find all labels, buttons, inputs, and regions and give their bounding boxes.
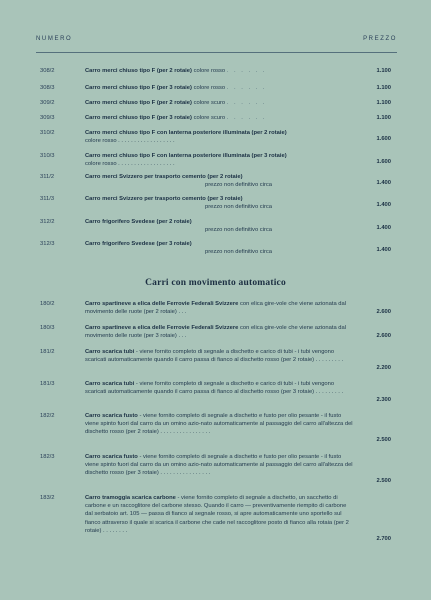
price: 1.100 — [376, 100, 391, 106]
price: 1.400 — [376, 202, 391, 208]
price: 1.100 — [376, 85, 391, 91]
column-header-number: NUMERO — [36, 36, 73, 42]
price: 2.500 — [376, 437, 391, 443]
price: 1.600 — [376, 159, 391, 165]
price: 1.100 — [376, 68, 391, 74]
price: 2.600 — [376, 309, 391, 315]
price: 2.200 — [376, 365, 391, 371]
price: 1.400 — [376, 180, 391, 186]
price: 2.700 — [376, 536, 391, 542]
price: 2.300 — [376, 397, 391, 403]
header-rule — [36, 52, 397, 53]
price: 2.600 — [376, 333, 391, 339]
price: 2.500 — [376, 478, 391, 484]
column-header-price: PREZZO — [363, 36, 397, 42]
price: 1.100 — [376, 115, 391, 121]
catalog-page: NUMERO PREZZO 308/2 Carro merci chiuso tipo F (per 2 rotaie) colore rosso . . . . . . 1.100 308/3 Carro merci chiuso tipo F (per 3 rotaie) colore rosso . . . . . . 1.100 309/2 Carro merci chiuso tipo F (per 2 rotaie) colore scuro . . . . . . 1.100 309/3 Carro merci chiuso tipo F (per 3 rotaie) colore scuro . . . . . . 1.100 310/2 Carro merci chiuso tipo F con lanterna posteriore illuminata (per 2 rotaie) colore rosso . . . . . . . . . . . . . . . . . . 1.600 310/3 Carro merci chiuso tipo F con lanterna posteriore illuminata (per 3 rotaie) colore rosso . . . . . . . . . . . . . . . . . . 1.600 311/2 Carro merci Svizzero per trasporto cemento (per 2 rotaie) prezzo non definitivo circa 1.400 311/3 Carro merci Svizzero per trasporto cemento (per 3 rotaie) prezzo non definitivo circa 1.400 312/2 Carro frigorifero Svedese (per 2 rotaie) prezzo non definitivo circa 1.400 312/3 Carro frigorifero Svedese (per 3 rotaie) prezzo non definitivo circa 1.400 Carri con movimento automatico 180/2 Carro spartineve a elica delle Ferrovie Federali Svizzere con elica gire-vole che viene azionata dal movimento delle ruote (per 2 rotaie) . . . 2.600 180/3 Carro spartineve a elica delle Ferrovie Federali Svizzere con elica gire-vole che viene azionata dal movimento delle ruote (per 3 rotaie) . . . 2.600 181/2 Carro scarica tubi - viene fornito completo di segnale a dischetto e carico di tubi - i tubi vengono scaricati automaticamente quando il carro passa di fianco al dischetto rosso (per 2 rotaie) . . . . . . . . . 2.200 181/3 Carro scarica tubi - viene fornito completo di segnale a dischetto e carico di tubi - i tubi vengono scaricati automaticamente quando il carro passa di fianco al dischetto rosso (per 3 rotaie) . . . . . . . . . 2.300 182/2 Carro scarica fusto - viene fornito completo di segnale a dischetto e fusto per olio pesante - il fusto viene spinto fuori dal carro da un omino azio-nato automaticamente al passaggio del carro all'altezza del dischetto rosso (per 2 rotaie) . . . . . . . . . . . . . . . . 2.500 182/3 Carro scarica fusto - viene fornito completo di segnale a dischetto e fusto per olio pesante - il fusto viene spinto fuori dal carro da un omino azio-nato automaticamente al passaggio del carro all'altezza del dischetto rosso (per 3 rotaie) . . . . . . . . . . . . . . . . 2.500 183/2 Carro tramoggia scarica carbone - viene fornito completo di segnale a dischetto, un sacchetto di carbone e un raccoglitore del carbone stesso. Quando il carro — preventivamente riempito di carbone dal serbatoio art. 105 — passa di fianco al segnale rosso, si apre automaticamente uno sportello sul fianco attraverso il quale si scarica il carbone che cade nel raccoglitore posto di fianco alla rotaia (per 2 rotaie) . . . . . . . . 2.700 — [0, 0, 431, 600]
price: 1.600 — [376, 136, 391, 142]
section-title: Carri con movimento automatico — [145, 278, 286, 288]
price: 1.400 — [376, 225, 391, 231]
price: 1.400 — [376, 247, 391, 253]
